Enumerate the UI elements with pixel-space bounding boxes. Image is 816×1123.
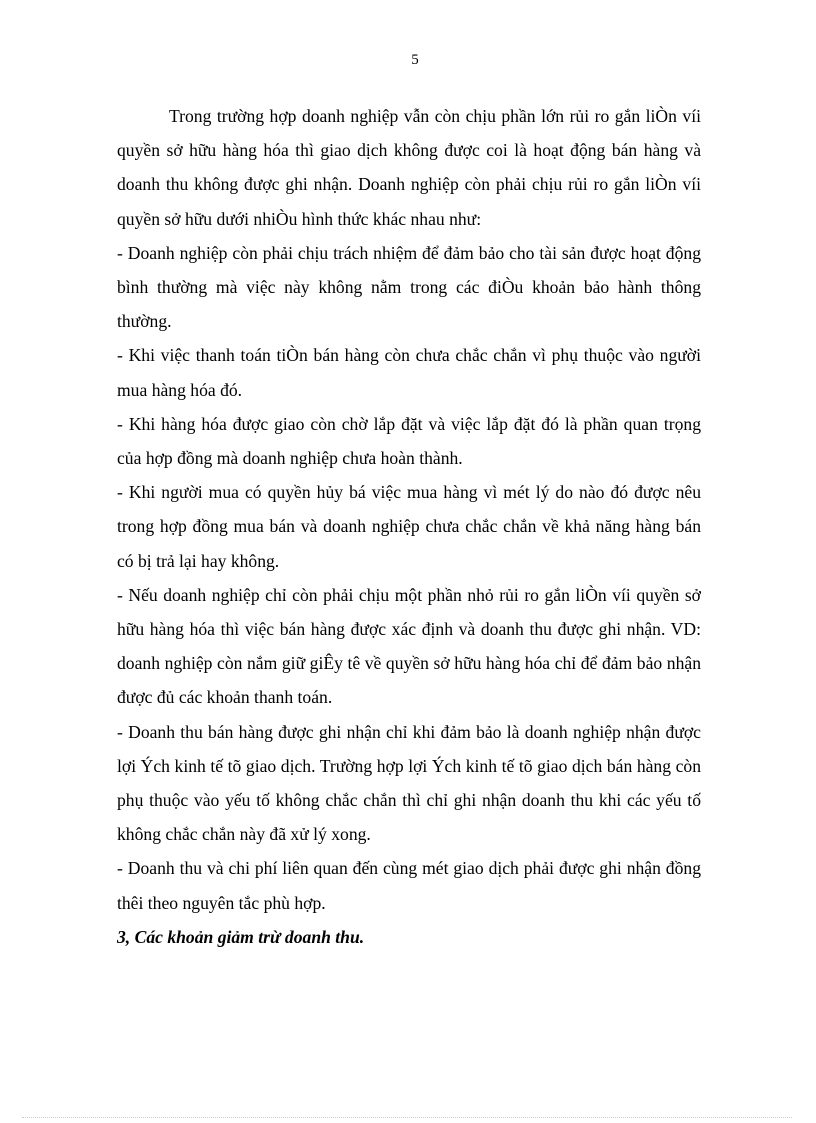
- list-item: - Khi hàng hóa được giao còn chờ lắp đặt và việc lắp đặt đó là phần quan trọng của hợp đồng mà doanh nghiệp chưa hoàn thành.: [117, 413, 701, 469]
- list-item: - Nếu doanh nghiệp chỉ còn phải chịu một phần nhỏ rủi ro gắn liÒn víi quyền sở hữu hàng hóa thì việc bán hàng được xác định và doanh thu được ghi nhận. VD: doanh nghiệp còn nắm giữ giÊy tê về quyền sở hữu hàng hóa chỉ để đảm bảo nhận được đủ các khoản thanh toán.: [117, 584, 701, 708]
- list-item: - Khi việc thanh toán tiÒn bán hàng còn chưa chắc chắn vì phụ thuộc vào người mua hàng hóa đó.: [117, 345, 701, 400]
- list-item: - Khi người mua có quyền hủy bá việc mua hàng vì mét lý do nào đó được nêu trong hợp đồng mua bán và doanh nghiệp chưa chắc chắn về khả năng hàng bán có bị trả lại hay không.: [117, 482, 701, 571]
- list-item: - Doanh thu bán hàng được ghi nhận chỉ khi đảm bảo là doanh nghiệp nhận được lợi Ých kinh tế tõ giao dịch. Trường hợp lợi Ých kinh tế tõ giao dịch bán hàng còn phụ thuộc vào yếu tố không chắc chắn thì chỉ ghi nhận doanh thu khi các yếu tố không chắc chắn này đã xử lý xong.: [117, 721, 701, 845]
- page-number: 5: [411, 52, 419, 68]
- paragraph-intro: Trong trường hợp doanh nghiệp vẫn còn chịu phần lớn rủi ro gắn liÒn víi quyền sở hữu hàng hóa thì giao dịch không được coi là hoạt động bán hàng và doanh thu không được ghi nhận. Doanh nghiệp còn phải chịu rủi ro gắn liÒn víi quyền sở hữu dưới nhiÒu hình thức khác nhau như:: [117, 106, 701, 229]
- page-bottom-divider: [22, 1117, 792, 1118]
- section-heading: 3, Các khoản giảm trừ doanh thu.: [117, 926, 365, 947]
- document-body: [117, 99, 701, 954]
- list-item: - Doanh nghiệp còn phải chịu trách nhiệm để đảm bảo cho tài sản được hoạt động bình thường mà việc này không nằm trong các điÒu khoản bảo hành thông thường.: [117, 242, 701, 332]
- list-item: - Doanh thu và chi phí liên quan đến cùng mét giao dịch phải được ghi nhận đồng thêi theo nguyên tắc phù hợp.: [117, 858, 701, 913]
